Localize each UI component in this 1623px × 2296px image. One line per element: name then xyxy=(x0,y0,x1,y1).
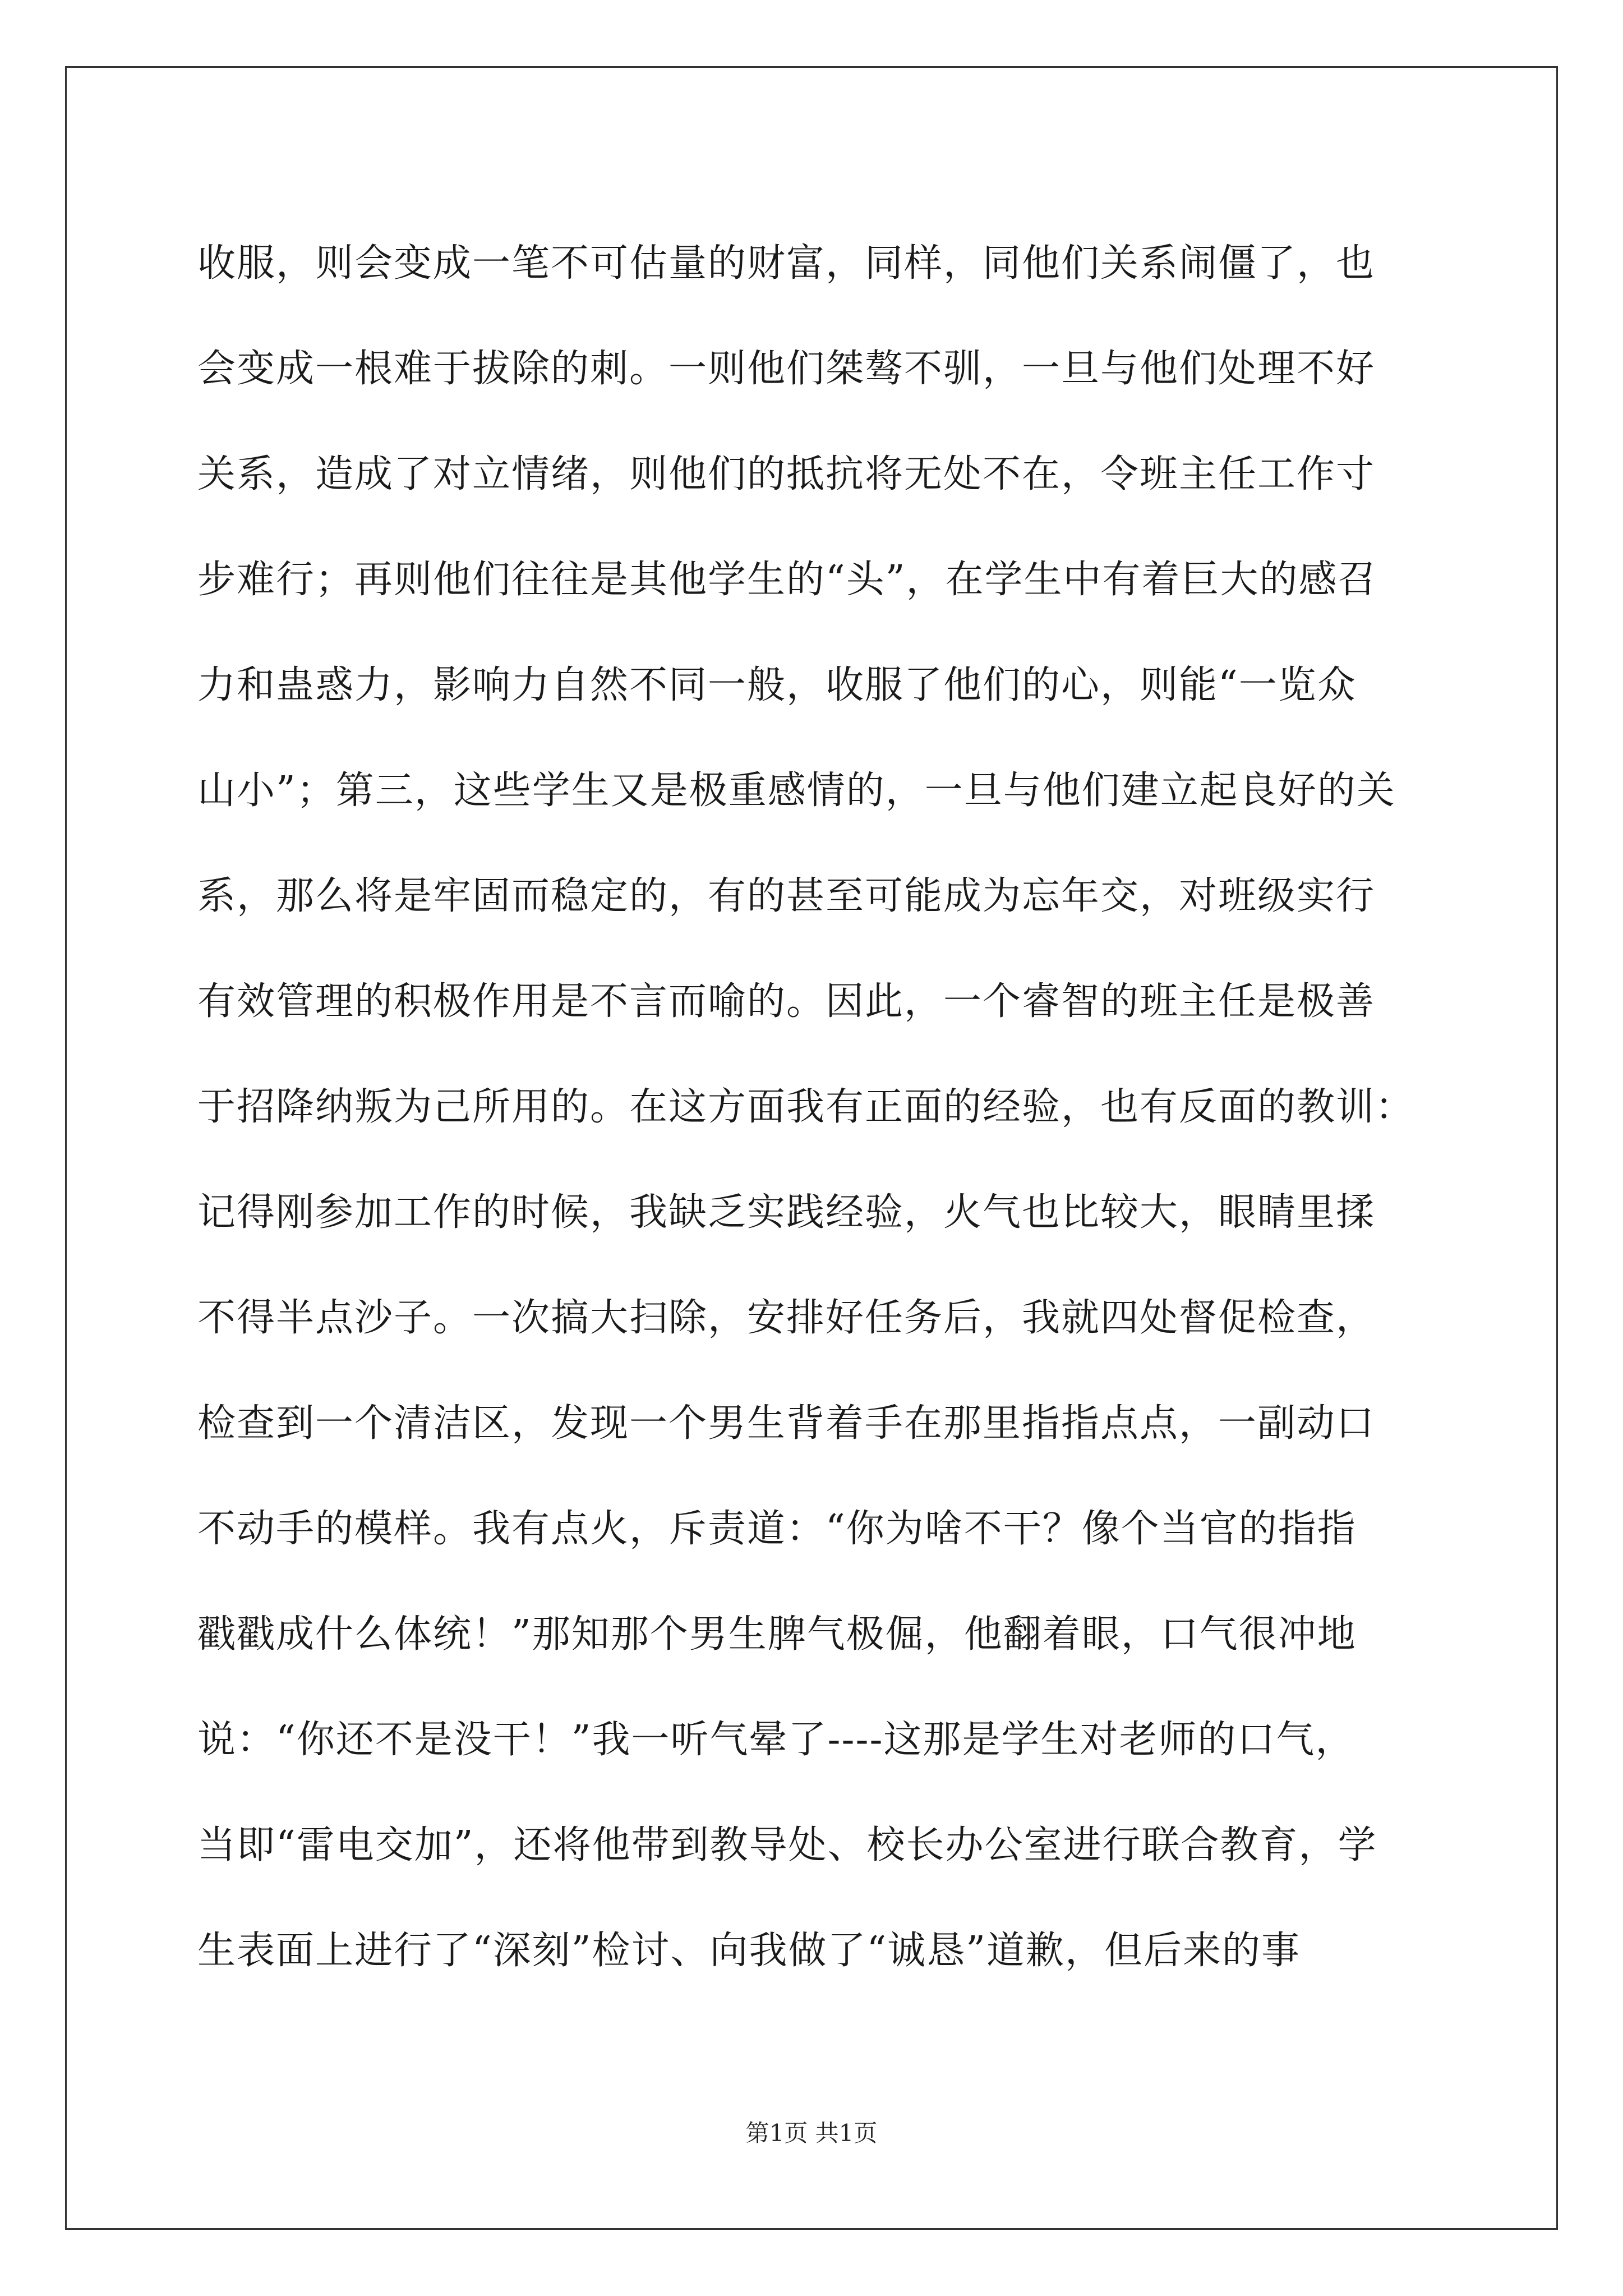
text-line: 力和蛊惑力，影响力自然不同一般，收服了他们的心，则能“一览众 xyxy=(197,663,1357,707)
text-line: 步难行；再则他们往往是其他学生的“头”，在学生中有着巨大的感召 xyxy=(197,558,1377,602)
page-number: 第1页 共1页 xyxy=(745,2119,878,2147)
text-line: 不得半点沙子。一次搞大扫除，安排好任务后，我就四处督促检查， xyxy=(197,1296,1376,1340)
text-line: 戳戳成什么体统！”那知那个男生脾气极倔，他翻着眼，口气很冲地 xyxy=(197,1612,1357,1657)
text-line: 记得刚参加工作的时候，我缺乏实践经验，火气也比较大，眼睛里揉 xyxy=(197,1190,1376,1235)
body-text xyxy=(197,211,1431,2004)
text-line: 检查到一个清洁区，发现一个男生背着手在那里指指点点，一副动口 xyxy=(197,1401,1376,1446)
text-line: 当即“雷电交加”，还将他带到教导处、校长办公室进行联合教育，学 xyxy=(197,1823,1377,1867)
text-line: 说：“你还不是没干！”我一听气晕了----这那是学生对老师的口气， xyxy=(197,1718,1355,1762)
text-line: 系，那么将是牢固而稳定的，有的甚至可能成为忘年交，对班级实行 xyxy=(197,874,1376,918)
text-line: 收服，则会变成一笔不可估量的财富，同样，同他们关系闹僵了，也 xyxy=(197,241,1376,286)
text-line: 有效管理的积极作用是不言而喻的。因此，一个睿智的班主任是极善 xyxy=(197,979,1376,1024)
text-line: 关系，造成了对立情绪，则他们的抵抗将无处不在，令班主任工作寸 xyxy=(197,452,1376,496)
page-footer xyxy=(0,2115,1623,2148)
text-line: 于招降纳叛为己所用的。在这方面我有正面的经验，也有反面的教训： xyxy=(197,1085,1415,1129)
text-line: 会变成一根难于拔除的刺。一则他们桀骜不驯，一旦与他们处理不好 xyxy=(197,347,1376,391)
text-line: 不动手的模样。我有点火，斥责道：“你为啥不干？像个当官的指指 xyxy=(197,1507,1357,1551)
text-line: 山小”；第三，这些学生又是极重感情的，一旦与他们建立起良好的关 xyxy=(197,769,1396,813)
text-line: 生表面上进行了“深刻”检讨、向我做了“诚恳”道歉，但后来的事 xyxy=(197,1929,1301,1973)
